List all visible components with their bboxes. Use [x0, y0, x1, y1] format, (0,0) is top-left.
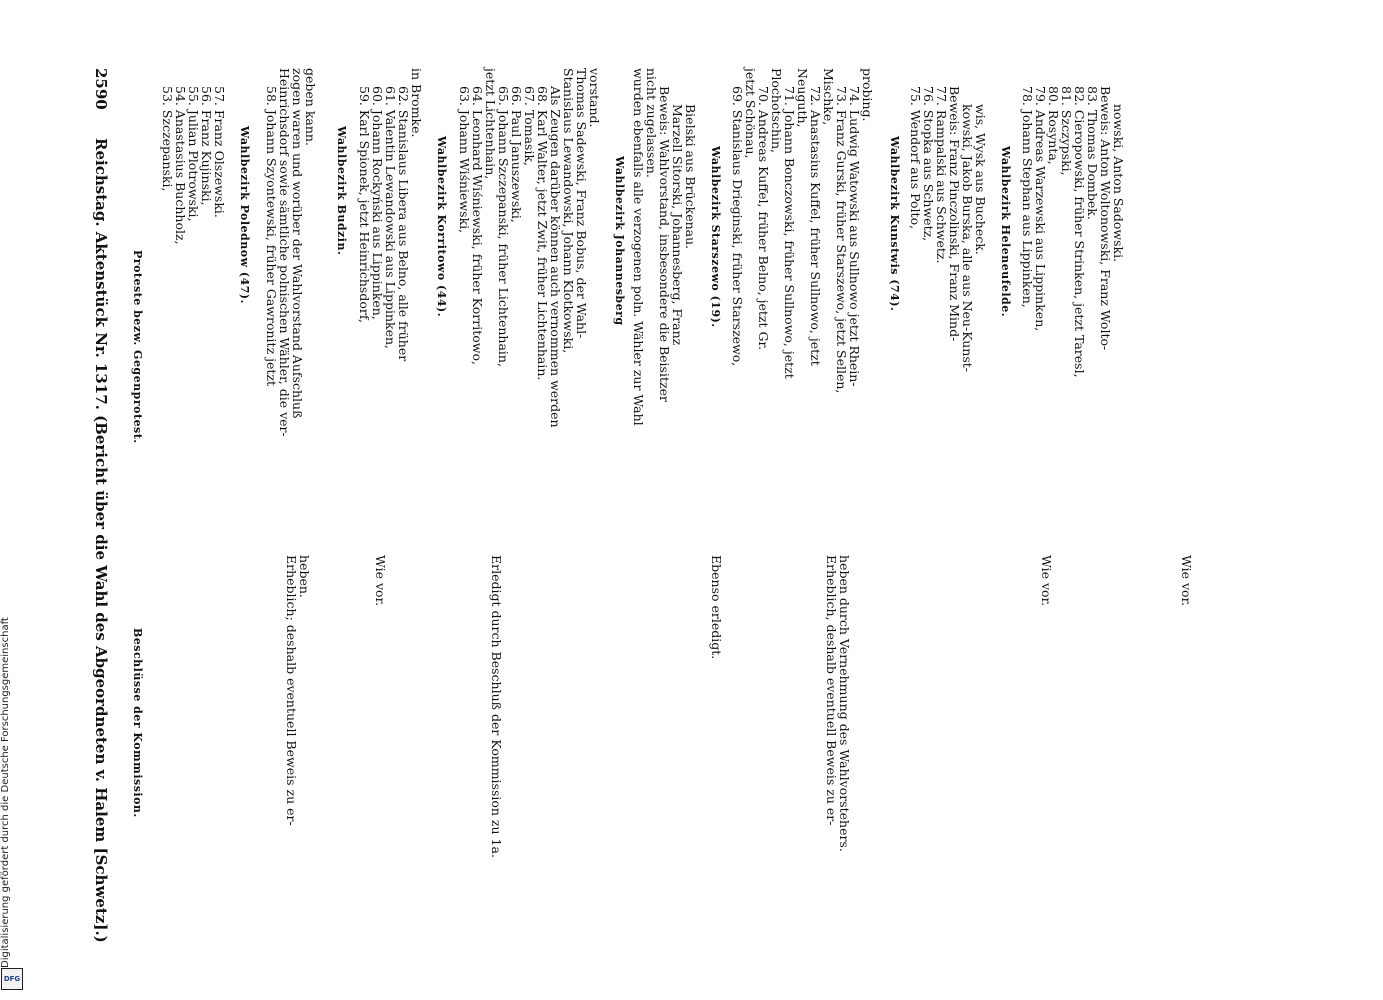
protest-line: probing. [860, 68, 875, 122]
decision-line: Wie vor. [1179, 555, 1194, 607]
protest-line: 60. Johann Rockyński aus Lippinken, [370, 86, 385, 320]
decision-line: heben. [297, 555, 312, 598]
protest-line: jetzt Lichtenhain, [483, 68, 498, 180]
decision-line: Erheblich, deshalb eventuell Beweis zu er- [824, 555, 839, 826]
page-title: Reichstag. Aktenstück Nr. 1317. (Bericht über die Wahl des Abgeordneten v. Halem [Schwetz].) [92, 138, 110, 943]
protest-line: 80. Rosynta, [1046, 86, 1061, 165]
protest-line: 71. Johann Bonczowski, früher Sullnowo, jetzt [782, 86, 797, 379]
protest-line: Marzell Sitorski, Johannesberg, Franz [670, 104, 685, 346]
district-heading: Wahlbezirk Johannesberg [613, 156, 626, 326]
protest-line: 53. Szczepanski, [160, 86, 175, 192]
protest-line: 74. Ludwig Watowski aus Sullnowo jetzt Rhein- [847, 86, 862, 387]
protest-line: 68. Karl Walter, jetzt Zwit, früher Lichtenhain. [535, 86, 550, 381]
protest-line: zogen waren und worüber der Wahlvorstand Aufschluß [290, 68, 305, 419]
protest-line: 79. Andreas Warzewski aus Lippinken, [1033, 86, 1048, 332]
protest-line: Heinrichsdorf sowie sämtliche polnischen Wähler, die ver- [277, 68, 292, 437]
district-heading: Wahlbezirk Korritowo (44). [435, 136, 448, 318]
protest-line: Thomas Sadewski, Franz Bobus, der Wahl- [574, 68, 589, 339]
protest-line: wis, Wysk aus Bucheck. [973, 104, 988, 255]
dfg-logo: DFG [1, 968, 23, 990]
district-heading: Wahlbezirk Polednow (47). [238, 126, 251, 304]
protest-line: Stanislaus Lewandowski, Johann Klotkowski, [561, 68, 576, 354]
protest-line: vorstand. [587, 68, 602, 128]
protest-line: 78. Johann Stephan aus Lippinken, [1020, 86, 1035, 308]
district-heading: Wahlbezirk Kunstwis (74). [888, 136, 901, 312]
protest-line: Mischke, [821, 68, 836, 126]
funding-note-wrap [0, 608, 14, 968]
funding-note: Digitalisierung gefördert durch die Deutsche Forschungsgemeinschaft [0, 617, 11, 968]
protest-line: Neuguth, [795, 68, 810, 128]
decision-line: Wie vor. [1039, 555, 1054, 607]
protest-line: 77. Rampalski aus Schwetz. [934, 86, 949, 264]
protest-line: 75. Wendorf aus Polto, [908, 86, 923, 230]
protest-line: Als Zeugen darüber können auch vernommen werden [548, 86, 563, 428]
protest-line: 81. Szczypski, [1059, 86, 1074, 176]
protest-line: geben kann. [303, 68, 318, 146]
protest-line: Plochotschin, [769, 68, 784, 154]
column-header-protests: Proteste bezw. Gegenprotest. [131, 250, 144, 444]
decision-line: heben durch Vernehmung des Wahlvorstehers. [837, 555, 852, 852]
page-number: 2590 [92, 68, 110, 110]
protest-line: 65. Johann Szczepanski, früher Lichtenhain, [496, 86, 511, 367]
protest-line: 54. Anastasius Buchholz, [173, 86, 188, 245]
protest-line: wurden ebenfalls alle verzogenen poln. Wähler zur Wahl [631, 68, 646, 426]
decision-line: Erledigt durch Beschluß der Kommission zu 1a. [489, 555, 504, 858]
column-header-decisions: Beschlüsse der Kommission. [131, 628, 144, 818]
protest-line: 83. Thomas Dombek. [1085, 86, 1100, 220]
district-heading: Wahlbezirk Heleneufelde. [999, 146, 1012, 318]
protest-line: 63. Johann Wiśniewski, [457, 86, 472, 234]
protest-line: 59. Karl Spionek, jetzt Heinrichsdorf, [357, 86, 372, 323]
protest-line: nowski, Anton Sadowski. [1111, 104, 1126, 263]
protest-line: 61. Valentin Lewandowski aus Lippinken, [383, 86, 398, 350]
protest-line: 56. Franz Kujinski, [199, 86, 214, 206]
protest-line: 72. Anastasius Kuffel, früher Sullnowo, jetzt [808, 86, 823, 366]
protest-line: 58. Johann Szyontewski, früher Gawronitz jetzt [264, 86, 279, 387]
protest-line: 67. Tomasik, [522, 86, 537, 167]
protest-line: kowski, Jakob Burska, alle aus Neu-Kunst- [960, 104, 975, 373]
protest-line: 64. Leonhard Wiśniewski, früher Korritowo, [470, 86, 485, 365]
protest-line: Beweis: Anton Woltonowski, Franz Wolto- [1098, 86, 1113, 351]
district-heading: Wahlbezirk Starszewo (19). [709, 146, 722, 328]
protest-line: Beweis: Franz Pinczolinski, Franz Mind- [947, 86, 962, 342]
protest-line: jetzt Schönau, [743, 68, 758, 159]
protest-line: 55. Julian Plotrowski, [186, 86, 201, 222]
protest-line: 76. Stopka aus Schwetz, [921, 86, 936, 242]
protest-line: nicht zugelassen. [644, 68, 659, 178]
protest-line: 69. Stanislaus Drieginski, früher Starszewo, [730, 86, 745, 367]
protest-line: 70. Andreas Kuffel, früher Belno, jetzt Gr. [756, 86, 771, 351]
protest-line: 66. Paul Januszewski, [509, 86, 524, 223]
decision-line: Erheblich; deshalb eventuell Beweis zu er- [284, 555, 299, 826]
decision-line: Wie vor. [373, 555, 388, 607]
protest-line: 62. Stanislaus Libera aus Belno, alle früher [396, 86, 411, 362]
protest-line: in Bromke. [409, 68, 424, 138]
protest-line: 82. Cieropowski, früher Strinken, jetzt Taresl, [1072, 86, 1087, 378]
protest-line: Bielski aus Brückenau. [683, 104, 698, 250]
decision-line: Ebenso erledigt. [709, 555, 724, 660]
district-heading: Wahlbezirk Budzin. [335, 126, 348, 256]
protest-line: Beweis: Wahlvorstand, insbesondere die Beisitzer [657, 86, 672, 402]
protest-line: 73. Franz Gurski, früher Starszewo, jetzt Sellen, [834, 86, 849, 394]
protest-line: 57. Franz Olszewski. [212, 86, 227, 218]
